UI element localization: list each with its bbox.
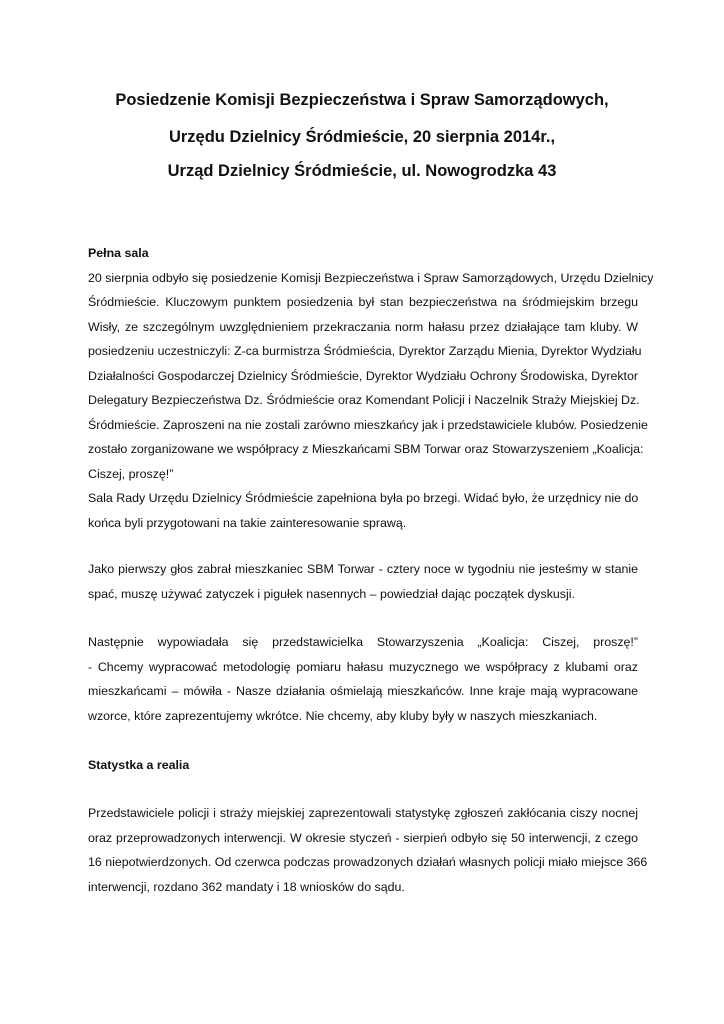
paragraph-line: Śródmieście. Kluczowym punktem posiedzenia był stan bezpieczeństwa na śródmiejskim brzegu bbox=[88, 295, 638, 309]
paragraph-line: wzorce, które zaprezentujemy wkrótce. Nie chcemy, aby kluby były w naszych mieszkaniach. bbox=[88, 708, 598, 723]
paragraph-line: Wisły, ze szczególnym uwzględnieniem przekraczania norm hałasu przez działające tam kluby. W bbox=[88, 319, 638, 334]
section-pelna-sala bbox=[88, 241, 654, 535]
document-title-line-3: Urząd Dzielnicy Śródmieście, ul. Nowogrodzka 43 bbox=[167, 162, 557, 180]
section-heading: Pełna sala bbox=[88, 246, 149, 260]
document-title-line-2: Urzędu Dzielnicy Śródmieście, 20 sierpnia 2014r., bbox=[168, 128, 556, 146]
paragraph-line: Następnie wypowiadała się przedstawicielka Stowarzyszenia „Koalicja: Ciszej, proszę!” bbox=[88, 635, 638, 649]
paragraph-line: Jako pierwszy głos zabrał mieszkaniec SBM Torwar - cztery noce w tygodniu nie jesteśmy w stanie bbox=[88, 562, 638, 576]
paragraph-line: oraz przeprowadzonych interwencji. W okresie styczeń - sierpień odbyło się 50 interwencji, z czego bbox=[88, 830, 638, 845]
paragraph-statistics bbox=[88, 801, 648, 899]
paragraph-line: mieszkańcami – mówiła - Nasze działania ośmielają mieszkańców. Inne kraje mają wypracowane bbox=[88, 684, 638, 698]
paragraph-line: Ciszej, proszę!” bbox=[88, 466, 174, 481]
section-statystyka bbox=[88, 753, 638, 778]
paragraph-line: - Chcemy wypracować metodologię pomiaru hałasu muzycznego we współpracy z klubami oraz bbox=[88, 659, 638, 674]
paragraph-line: Delegatury Bezpieczeństwa Dz. Śródmieście oraz Komendant Policji i Naczelnik Straży Miejskiej Dz. bbox=[88, 393, 640, 407]
paragraph-line: posiedzeniu uczestniczyli: Z-ca burmistrza Śródmieścia, Dyrektor Zarządu Mienia, Dyrektor Wydziału bbox=[88, 344, 642, 358]
paragraph-line: 16 niepotwierdzonych. Od czerwca podczas prowadzonych działań własnych policji miało miejsce 366 bbox=[88, 855, 648, 869]
paragraph-line: Sala Rady Urzędu Dzielnicy Śródmieście zapełniona była po brzegi. Widać było, że urzędnicy nie do bbox=[88, 491, 639, 505]
paragraph-line: Przedstawiciele policji i straży miejskiej zaprezentowali statystykę zgłoszeń zakłócania ciszy nocnej bbox=[88, 806, 638, 820]
paragraph-line: interwencji, rozdano 362 mandaty i 18 wniosków do sądu. bbox=[88, 879, 405, 894]
paragraph-association bbox=[88, 630, 638, 728]
section-heading: Statystka a realia bbox=[88, 758, 190, 772]
paragraph-line: 20 sierpnia odbyło się posiedzenie Komisji Bezpieczeństwa i Spraw Samorządowych, Urzędu Dzielnicy bbox=[88, 270, 654, 285]
paragraph-line: spać, muszę używać zatyczek i pigułek nasennych – powiedział dając początek dyskusji. bbox=[88, 586, 575, 601]
paragraph-first-speaker bbox=[88, 557, 638, 606]
paragraph-line: Działalności Gospodarczej Dzielnicy Śródmieście, Dyrektor Wydziału Ochrony Środowiska, Dyrektor bbox=[88, 368, 638, 383]
paragraph-line: zostało zorganizowane we współpracy z Mieszkańcami SBM Torwar oraz Stowarzyszeniem „Koalicja: bbox=[88, 442, 644, 456]
paragraph-line: Śródmieście. Zaproszeni na nie zostali zarówno mieszkańcy jak i przedstawiciele klubów. Posiedzenie bbox=[88, 417, 648, 432]
paragraph-line: końca byli przygotowani na takie zainteresowanie sprawą. bbox=[88, 515, 407, 530]
document-title-line-1: Posiedzenie Komisji Bezpieczeństwa i Spraw Samorządowych, bbox=[115, 91, 609, 109]
